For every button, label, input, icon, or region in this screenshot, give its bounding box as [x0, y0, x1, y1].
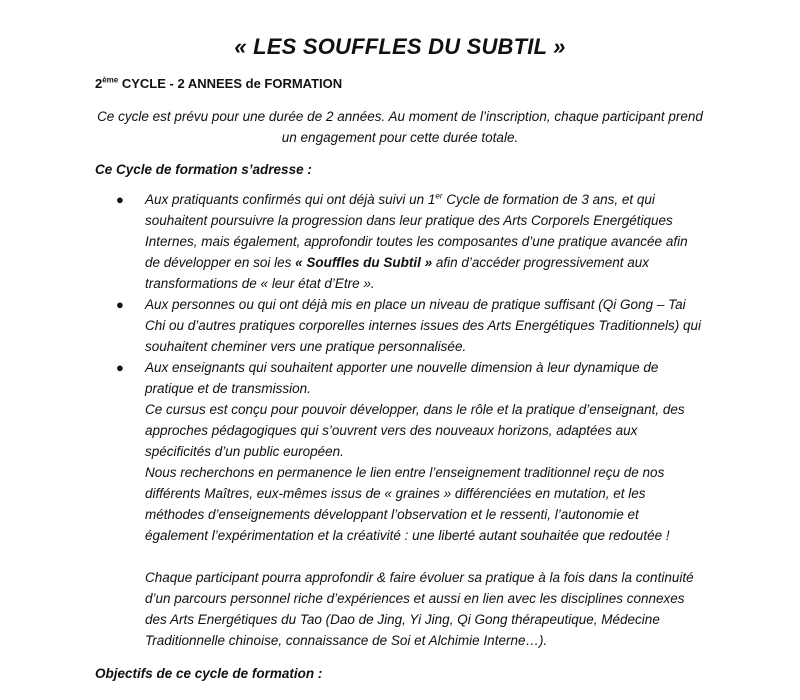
paragraph-spacer — [145, 546, 705, 567]
bullet-3-paragraph-2: Ce cursus est conçu pour pouvoir développer, dans le rôle et la pratique d’enseignant, des approches pédagogiques qui s’ouvrent vers des nouveaux horizons, adaptées aux spécificités d’un public européen. — [145, 402, 685, 459]
intro-paragraph: Ce cycle est prévu pour une durée de 2 années. Au moment de l’inscription, chaque participant prend un engagement pour cette durée totale. — [97, 109, 703, 145]
bullet-icon: ● — [116, 360, 124, 375]
bullet-2-text: Aux personnes ou qui ont déjà mis en place un niveau de pratique suffisant (Qi Gong – Tai Chi ou d’autres pratiques corporelles internes issues des Arts Energétiques Traditionnels) qui souhaitent cheminer vers une pratique personnalisée. — [145, 297, 702, 354]
audience-heading: Ce Cycle de formation s’adresse : — [95, 162, 312, 177]
bullet-3-paragraph-1: Aux enseignants qui souhaitent apporter une nouvelle dimension à leur dynamique de pratique et de transmission. — [145, 360, 659, 396]
cycle-heading-text: CYCLE - 2 ANNEES de FORMATION — [118, 76, 343, 91]
list-item — [95, 294, 705, 357]
bullet-3-paragraph-4: Chaque participant pourra approfondir & faire évoluer sa pratique à la fois dans la continuité d’un parcours personnel riche d’expériences et aussi en lien avec les disciplines connexes des Arts Energétiques du Tao (Dao de Jing, Yi Jing, Qi Gong thérapeutique, Médecine Traditionnelle chinoise, connaissance de Soi et Alchimie Interne…). — [145, 570, 694, 648]
bullet-1-bold-phrase: « Souffles du Subtil » — [295, 255, 433, 270]
cycle-heading — [95, 76, 705, 92]
list-item — [95, 357, 705, 651]
bullet-1-ordinal-suffix: er — [435, 191, 443, 201]
cycle-number: 2 — [95, 76, 103, 91]
audience-list — [95, 189, 705, 651]
list-item — [95, 189, 705, 294]
document-title: « LES SOUFFLES DU SUBTIL » — [234, 34, 566, 59]
bullet-1-text-end: afin d’accéder progressivement aux transformations de « leur état d’Etre ». — [145, 255, 650, 291]
cycle-ordinal-suffix: ème — [102, 75, 119, 85]
bullet-icon: ● — [116, 297, 124, 312]
bullet-1-text-middle: Cycle de formation de 3 ans, et qui souhaitent poursuivre la progression dans leur pratique des Arts Corporels Energétiques Internes, mais également, approfondir toutes les composantes d’une pratique avancée afin de développer en soi les — [145, 192, 688, 270]
bullet-icon: ● — [116, 192, 124, 207]
bullet-1-text-start: Aux pratiquants confirmés qui ont déjà suivi un 1 — [145, 192, 436, 207]
objectives-heading: Objectifs de ce cycle de formation : — [95, 666, 323, 681]
bullet-3-paragraph-3: Nous recherchons en permanence le lien entre l’enseignement traditionnel reçu de nos différents Maîtres, eux-mêmes issus de « graines » différenciées en mutation, et les méthodes d’enseignements développant l’observation et le ressenti, l’autonomie et également l’expérimentation et la créativité : une liberté autant souhaitée que redoutée ! — [145, 465, 670, 543]
